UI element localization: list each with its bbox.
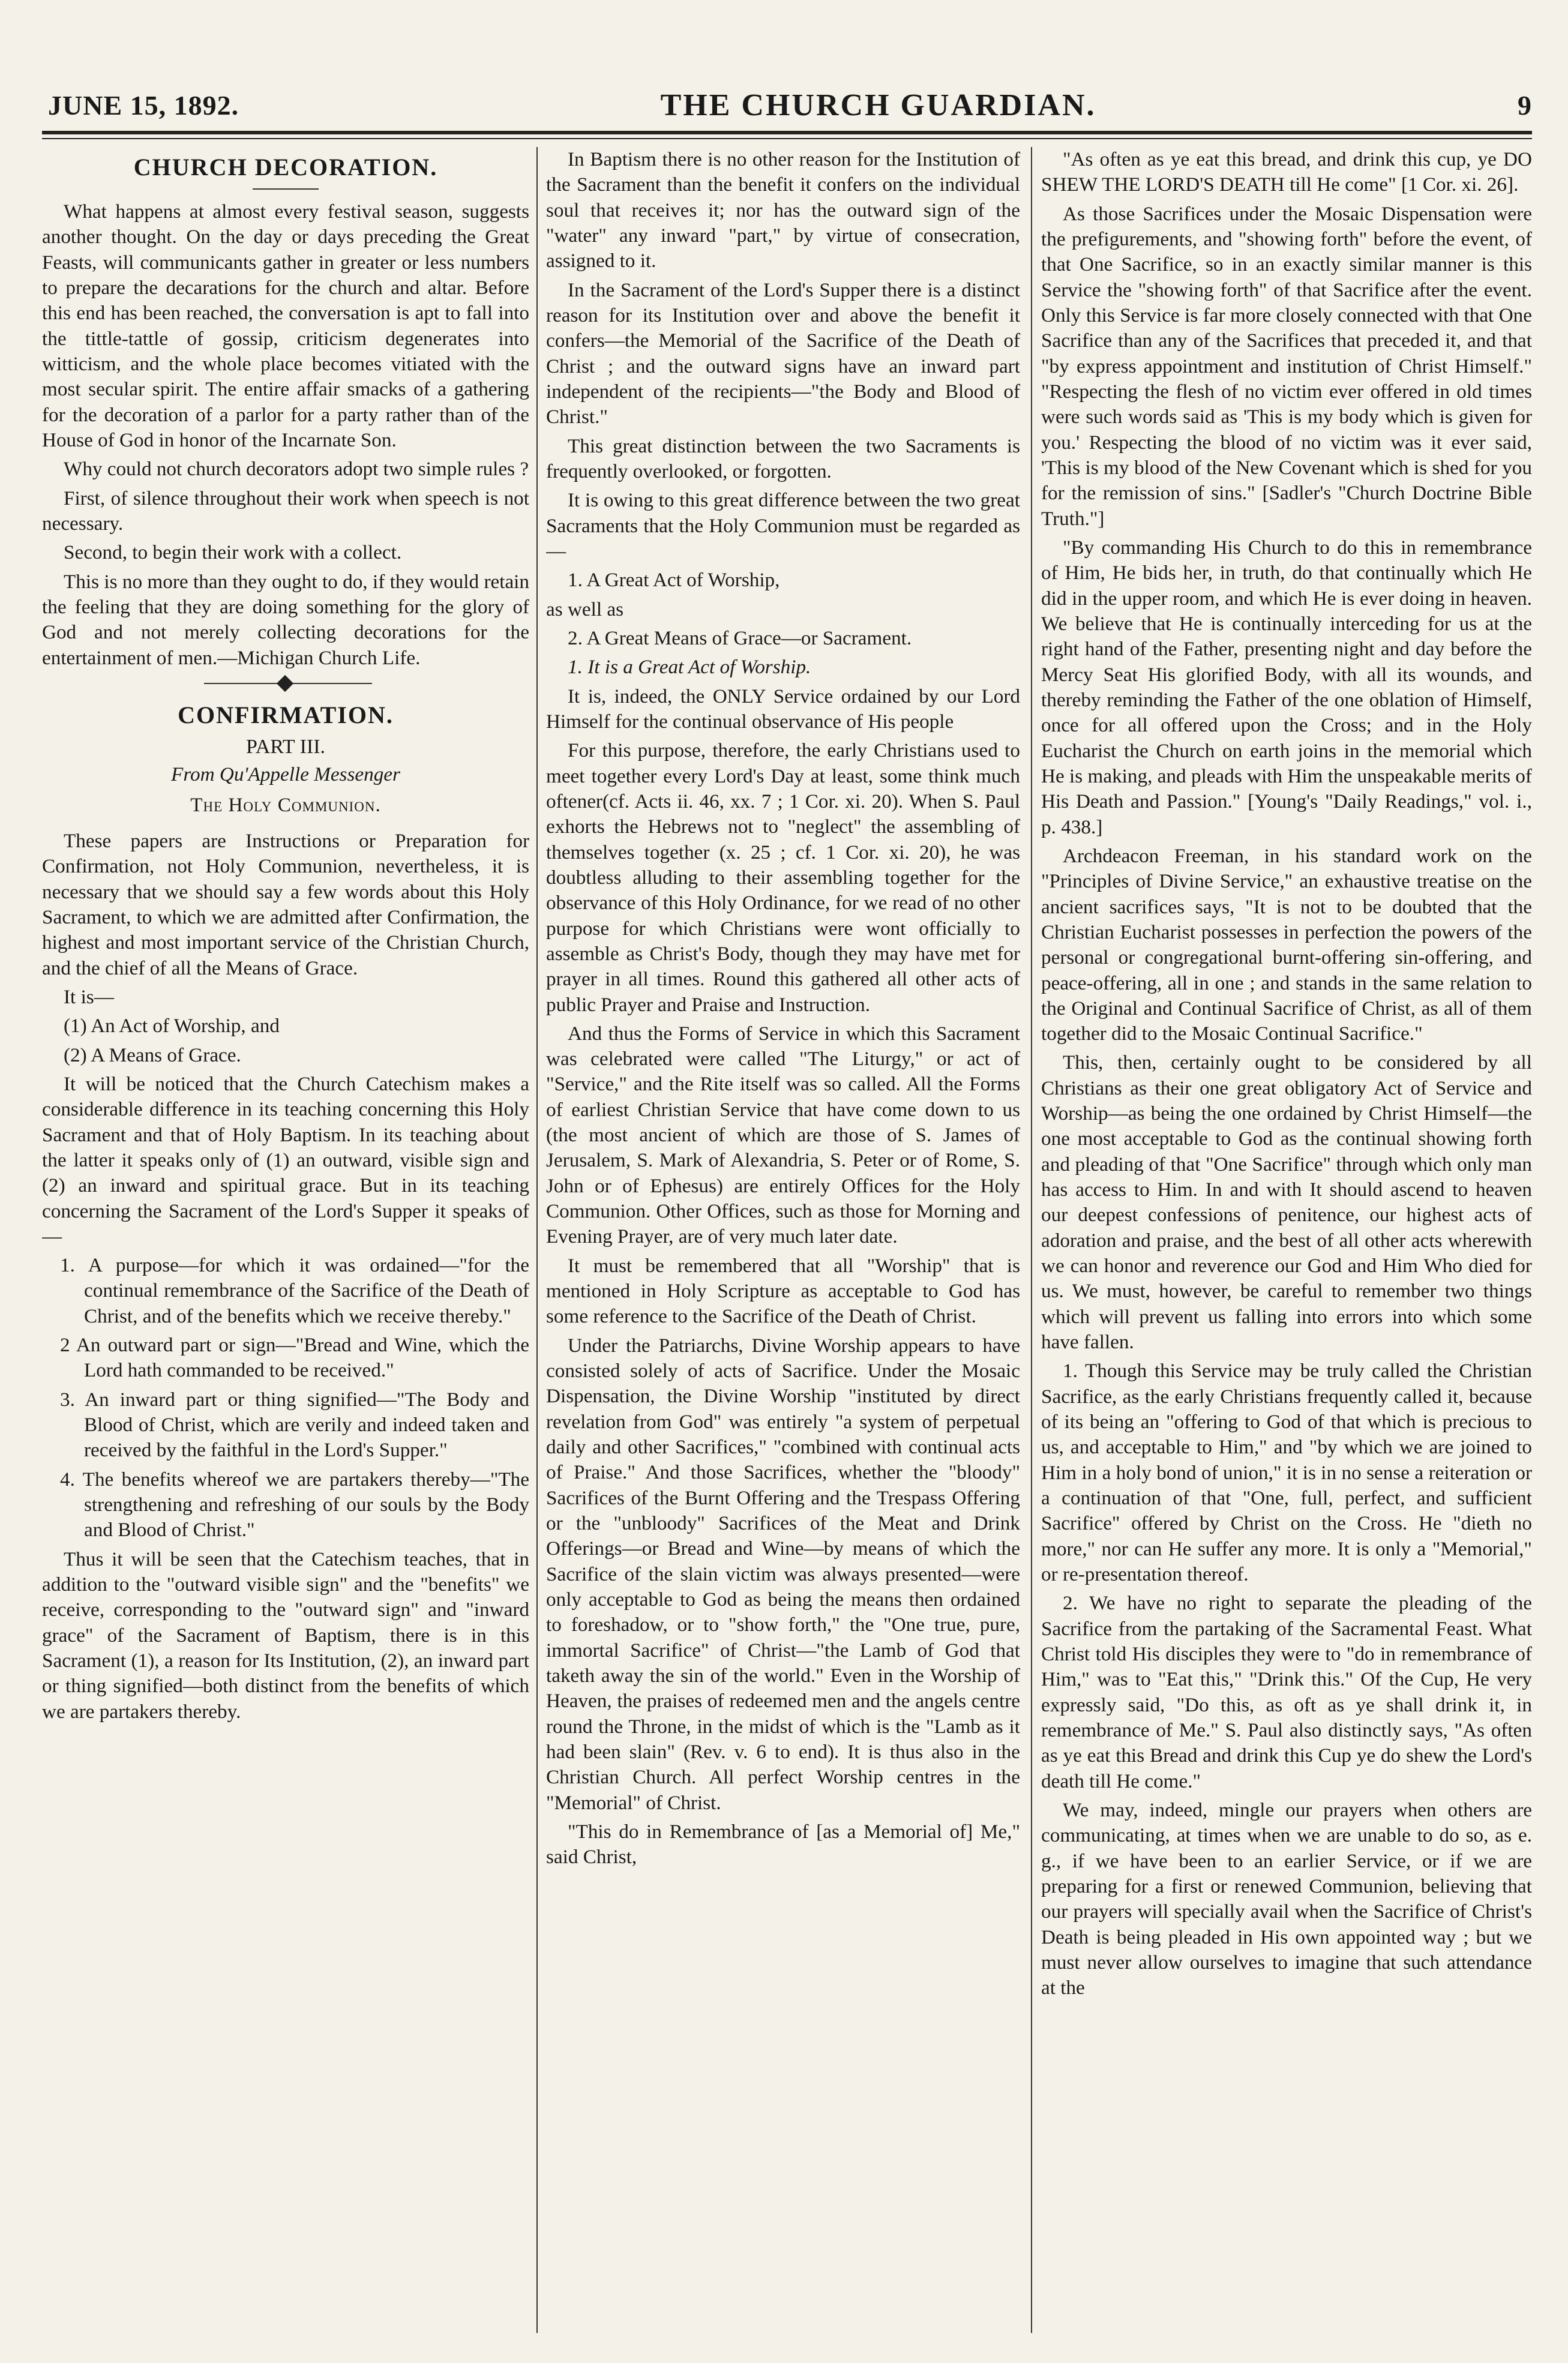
ornament-divider — [42, 676, 529, 691]
paragraph: 1. Though this Service may be truly called the Christian Sacrifice, as the early Christians frequently called it, because of its being an "offering to God of that which is precious to us, and acceptable to Him," and "by which we are joined to Him in a holy bond of union," it is in no sense a reiteration or a continuation of that "One, full, perfect, and sufficient Sacrifice" offered by Christ on the Cross. He "dieth no more," nor can He suffer any more. It is only a "Memorial," or re-presentation thereof. — [1041, 1360, 1532, 1586]
masthead-rule-thin — [42, 138, 1532, 139]
paragraph: Second, to begin their work with a collect. — [64, 541, 402, 564]
list-item: 2 An outward part or sign—"Bread and Wine, which the Lord hath commanded to be received." — [60, 1334, 529, 1382]
list-line: 2. A Great Means of Grace—or Sacrament. — [568, 626, 912, 649]
paragraph: "This do in Remembrance of [as a Memorial of] Me," said Christ, — [546, 1821, 1020, 1869]
paragraph: First, of silence throughout their work when speech is not necessary. — [42, 487, 529, 535]
subheading: 1. It is a Great Act of Worship. — [568, 656, 811, 679]
paragraph: "By commanding His Church to do this in remembrance of Him, He bids her, in truth, do that continually which He did in the upper room, and which He is ever doing in heaven. We believe that He is continually interceding for us at the right hand of the Father, presenting night and day before the Mercy Seat His glorified Body, with all its wounds, and thereby reminding the Father of the one oblation of Himself, once for all offered upon the Cross; and in the Holy Eucharist the Church on earth joins in the memorial which He is making, and pleads with Him the unspeakable merits of His Death and Passion." [Young's "Daily Readings," vol. i., p. 438.] — [1041, 536, 1532, 838]
paragraph: And thus the Forms of Service in which this Sacrament was celebrated were called "The Liturgy," or act of "Service," and the Rite itself was so called. All the Forms of earliest Christian Service that have come down to us (the most ancient of which are those of S. James of Jerusalem, S. Mark of Alexandria, S. Peter or of Rome, S. John or of Ephesus) are entirely Offices for the Holy Communion. Other Offices, such as those for Morning and Evening Prayer, are of very much later date. — [546, 1022, 1020, 1248]
paragraph: In the Sacrament of the Lord's Supper there is a distinct reason for its Institution over and above the benefit it confers—the Memorial of the Sacrifice of the Death of Christ ; and the outward signs have an inward part independent of the recipients—"the Body and Blood of Christ." — [546, 278, 1020, 428]
list-item: 3. An inward part or thing signified—"The Body and Blood of Christ, which are verily and indeed taken and received by the faithful in the Lord's Supper." — [60, 1388, 529, 1462]
issue-date: JUNE 15, 1892. — [48, 89, 239, 121]
part-label: PART III. — [245, 735, 326, 758]
masthead-rule — [42, 131, 1532, 134]
column-1 — [42, 147, 529, 2339]
paragraph: We may, indeed, mingle our prayers when others are communicating, at times when we are unable to do so, as e. g., if we have been to an earlier Service, or if we are preparing for a first or renewed Communion, believing that our prayers will specially avail when the Sacrifice of Christ's Death is being pleaded in His own appointed way ; but we must never allow ourselves to imagine that such attendance at the — [1041, 1799, 1532, 1999]
column-divider — [536, 147, 538, 2333]
paragraph: This, then, certainly ought to be considered by all Christians as their one great obligatory Act of Service and Worship—as being the one ordained by Christ Himself—the one most acceptable to God as the continual showing forth and pleading of that "One Sacrifice" through which only man has access to Him. In and with It should ascend to heaven our deepest confessions of penitence, our highest acts of adoration and praise, and the best of all other acts wherewith we can honor and reverence our God and Him Who died for us. We must, however, be careful to remember two things which will prevent us falling into errors into which some have fallen. — [1041, 1051, 1532, 1354]
list-line: (1) An Act of Worship, and — [64, 1015, 280, 1037]
article-heading: CHURCH DECORATION. — [133, 154, 438, 181]
page-number: 9 — [1517, 89, 1532, 121]
paragraph: These papers are Instructions or Preparation for Confirmation, not Holy Communion, nevertheless, it is necessary that we should say a few words about this Holy Sacrament, to which we are admitted after Confirmation, the highest and most important service of the Christian Church, and the chief of all the Means of Grace. — [42, 829, 529, 979]
paragraph: This great distinction between the two Sacraments is frequently overlooked, or forgotten. — [546, 434, 1020, 482]
column-2 — [546, 147, 1020, 2339]
paragraph: "As often as ye eat this bread, and drink this cup, ye DO SHEW THE LORD'S DEATH till He come" [1 Cor. xi. 26]. — [1041, 148, 1532, 196]
paragraph: What happens at almost every festival season, suggests another thought. On the day or days preceding the Great Feasts, will communicants gather in greater or less numbers to prepare the decarations for the church and altar. Before this end has been reached, the conversation is apt to fall into the tittle-tattle of gossip, criticism degenerates into witticism, and the whole place becomes vitiated with the most secular spirit. The entire affair smacks of a gathering for the decoration of a parlor for a party rather than of the House of God in honor of the Incarnate Son. — [42, 200, 529, 451]
paragraph: 2. We have no right to separate the pleading of the Sacrifice from the partaking of the Sacramental Feast. What Christ told His disciples they were to "do in remembrance of Him," was to "Eat this," "Drink this." Of the Cup, He very expressly said, "Do this, as oft as ye shall drink it, in remembrance of Me." S. Paul also distinctly says, "As often as ye eat this Bread and drink this Cup ye do shew the Lord's death till He come." — [1041, 1592, 1532, 1792]
masthead — [48, 84, 1532, 126]
paragraph: As those Sacrifices under the Mosaic Dispensation were the prefigurements, and "showing forth" before the event, of that One Sacrifice, so in an exactly similar manner is this Service the "showing forth" of that Sacrifice after the event. Only this Service is far more closely connected with that One Sacrifice than any of the Sacrifices that preceded it, and that "by express appointment and institution of Christ Himself." "Respecting the flesh of no victim ever offered in old times were such words said as 'This is my body which is given for you.' Respecting the blood of no victim was it ever said, 'This is my blood of the New Covenant which is shed for you for the remission of sins." [Sadler's "Church Doctrine Bible Truth."] — [1041, 202, 1532, 530]
paragraph: In Baptism there is no other reason for the Institution of the Sacrament than the benefit it confers on the individual soul that receives it; nor has the outward sign of the "water" any inward "part," by virtue of consecration, assigned to it. — [546, 148, 1020, 272]
paragraph: It is— — [64, 985, 114, 1008]
paragraph: Why could not church decorators adopt two simple rules ? — [64, 458, 529, 481]
column-3 — [1041, 147, 1532, 2339]
paragraph: It must be remembered that all "Worship" that is mentioned in Holy Scripture as acceptable to God has some reference to the Sacrifice of the Death of Christ. — [546, 1254, 1020, 1328]
paragraph: It will be noticed that the Church Catechism makes a considerable difference in its teaching concerning this Holy Sacrament and that of Holy Baptism. In its teaching about the latter it speaks only of (1) an outward, visible sign and (2) an inward and spiritual grace. But in its teaching concerning the Sacrament of the Lord's Supper it speaks of— — [42, 1072, 529, 1248]
paragraph: Thus it will be seen that the Catechism teaches, that in addition to the "outward visible sign" and the "benefits" we receive, corresponding to the "outward sign" and "inward grace" of the Sacrament of Baptism, there is in this Sacrament (1), a reason for Its Institution, (2), an inward part or thing signified—both distinct from the benefits of which we are partakers thereby. — [42, 1548, 529, 1723]
paragraph: This is no more than they ought to do, if they would retain the feeling that they are doing something for the glory of God and not merely collecting decorations for the entertainment of men.—Michigan Church Life. — [42, 570, 529, 669]
paragraph: Under the Patriarchs, Divine Worship appears to have consisted solely of acts of Sacrifice. Under the Mosaic Dispensation, the Divine Worship "instituted by direct revelation from God" was entirely "a system of perpetual daily and other Sacrifices," "combined with continual acts of Praise." And those Sacrifices, whether the "bloody" Sacrifices of the Burnt Offering and the Trespass Offering or the "unbloody" Sacrifices of the Meat and Drink Offerings—or Bread and Wine—by means of which the Sacrifice of the slain victim was always presented—were only acceptable to God as being the means then ordained to foreshadow, or to "show forth," the "One true, pure, immortal Sacrifice" of Christ—"the Lamb of God that taketh away the sin of the world." Even in the Worship of Heaven, the praises of redeemed men and the angels centre round the Throne, in the midst of which is the "Lamb as it had been slain" (Rev. v. 6 to end). It is thus also in the Christian Church. All perfect Worship centres in the "Memorial" of Christ. — [546, 1334, 1020, 1814]
list-line: (2) A Means of Grace. — [64, 1043, 241, 1066]
list-line: 1. A Great Act of Worship, — [568, 569, 780, 592]
list-item: 4. The benefits whereof we are partakers thereby—"The strengthening and refreshing of our souls by the Body and Blood of Christ." — [60, 1468, 529, 1542]
paragraph: It is, indeed, the ONLY Service ordained by our Lord Himself for the continual observance of His people — [546, 685, 1020, 733]
section-title: The Holy Communion. — [190, 793, 381, 816]
column-divider — [1031, 147, 1032, 2333]
heading-rule — [253, 188, 319, 190]
paragraph: It is owing to this great difference between the two great Sacraments that the Holy Communion must be regarded as— — [546, 489, 1020, 562]
list-item: 1. A purpose—for which it was ordained—"for the continual remembrance of the Sacrifice of the Death of Christ, and of the benefits which we receive thereby." — [60, 1254, 529, 1327]
paragraph: For this purpose, therefore, the early Christians used to meet together every Lord's Day at least, some think much oftener(cf. Acts ii. 46, xx. 7 ; 1 Cor. xi. 20). When S. Paul exhorts the Hebrews not to "neglect" the assembling of themselves together (x. 25 ; cf. 1 Cor. xi. 20), he was doubtless alluding to their assembling together for the observance of this Holy Ordinance, for we read of no other purpose for which Christians were wont officially to assemble as Christ's Body, though they may have met for prayer in all times. Round this gathered all other acts of public Prayer and Praise and Instruction. — [546, 739, 1020, 1016]
paragraph: Archdeacon Freeman, in his standard work on the "Principles of Divine Service," an exhaustive treatise on the ancient sacrifices says, "It is not to be doubted that the Christian Eucharist possesses in perfection the powers of the personal or congregational burnt-offering sin-offering, and peace-offering, all in one ; and stands in the same relation to the Original and Continual Sacrifice of Christ, as all of them together did to the Mosaic Continual Sacrifice." — [1041, 844, 1532, 1045]
list-line: as well as — [546, 598, 624, 620]
article-heading: CONFIRMATION. — [178, 701, 394, 728]
source-line: From Qu'Appelle Messenger — [171, 763, 400, 786]
newspaper-title: THE CHURCH GUARDIAN. — [660, 88, 1096, 122]
